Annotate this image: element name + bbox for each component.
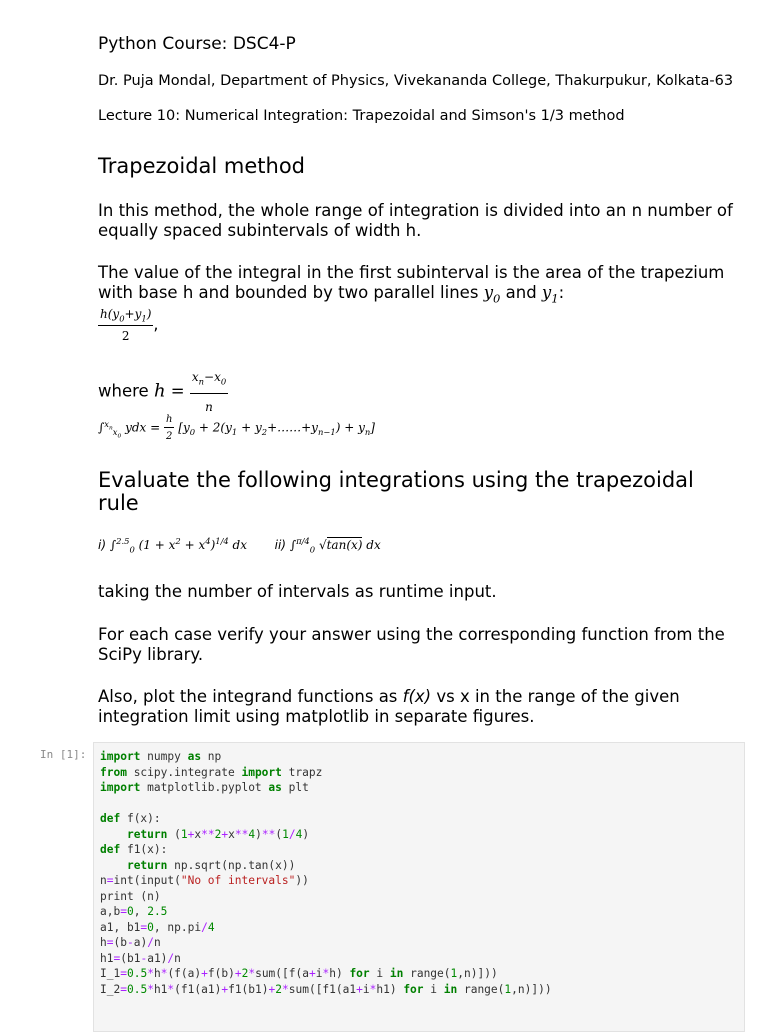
math-y1: $y_1$ <box>541 283 559 306</box>
paragraph-runtime: taking the number of intervals as runtime input. <box>98 582 497 601</box>
plot-text-pre: Also, plot the integrand functions as <box>98 687 398 706</box>
course-title: Python Course: DSC4-P <box>98 34 296 54</box>
item-ii-label: ii) <box>274 538 286 552</box>
formula-trapezium-area: $\frac{h(y_0+y_1)}{2}$ , <box>100 307 159 344</box>
paragraph-method: In this method, the whole range of integration is divided into an n number of equally spaced subintervals of width h. <box>98 201 733 240</box>
author-line: Dr. Puja Mondal, Department of Physics, Vivekananda College, Thakurpukur, Kolkata-63 <box>98 73 734 89</box>
lecture-title: Lecture 10: Numerical Integration: Trapezoidal and Simson's 1/3 method <box>98 108 625 124</box>
code-content[interactable]: import numpy as np from scipy.integrate import trapz import matplotlib.pyplot as plt def f(x): return (1+x**2+x**4)**(1/4) def f1(x): return np.sqrt(np.tan(x)) n=int(input("No of intervals")) print (n) a,b=0, 2.5 a1, b1=0, np.pi/4 h=(b-a)/n h1=(b1-a1)/n I_1=0.5*h*(f(a)+f(b)+2*sum([f(a+i*h) for i in range(1,n)])) I_2=0.5*h1*(f1(a1)+f1(b1)+2*sum([f1(a1+i*h1) for i in range(1,n)])) <box>100 750 552 996</box>
code-cell[interactable] <box>93 742 745 1032</box>
plot-text-fx: f(x) <box>402 687 432 706</box>
paragraph-text: The value of the integral in the first subinterval is the area of the trapezium with base h and bounded by two parallel lines <box>98 263 725 302</box>
plot-text-post: vs x in the range of the given integration limit using matplotlib in separate figures. <box>98 687 680 726</box>
math-y0: $y_0$ <box>483 283 501 306</box>
integrals-list: i) ∫$^{2.5}_0$ $(1 + x^2 + x^4)^{1/4}$ dx ii) ∫$^{\pi/4}_0$ √tan(x) dx <box>98 536 381 555</box>
formula-h-definition: where h = $\frac{x_n-x_0}{n}$ <box>98 367 738 417</box>
paragraph-plot <box>98 687 738 727</box>
where-label: where <box>98 381 149 401</box>
item-i-label: i) <box>98 538 107 552</box>
paragraph-and: and <box>505 283 537 302</box>
section-heading-evaluate: Evaluate the following integrations using the trapezoidal rule <box>98 468 694 515</box>
formula-trapezoidal-rule: ∫$^{x_n}_{x_0}$ ydx = $\frac{h}{2}$ [$y_0 + 2(y_1$ + $y_2+\dots\dots+y_{n-1}) + y_n$] <box>98 414 375 442</box>
paragraph-verify: For each case verify your answer using the corresponding function from the SciPy library. <box>98 625 725 664</box>
cell-prompt: In [1]: <box>40 748 87 761</box>
section-heading-trapezoidal: Trapezoidal method <box>98 154 306 178</box>
paragraph-first-subinterval: The value of the integral in the first subinterval is the area of the trapezium with base h and bounded by two parallel lines $y_0$ and $y_1$: <box>98 263 725 306</box>
